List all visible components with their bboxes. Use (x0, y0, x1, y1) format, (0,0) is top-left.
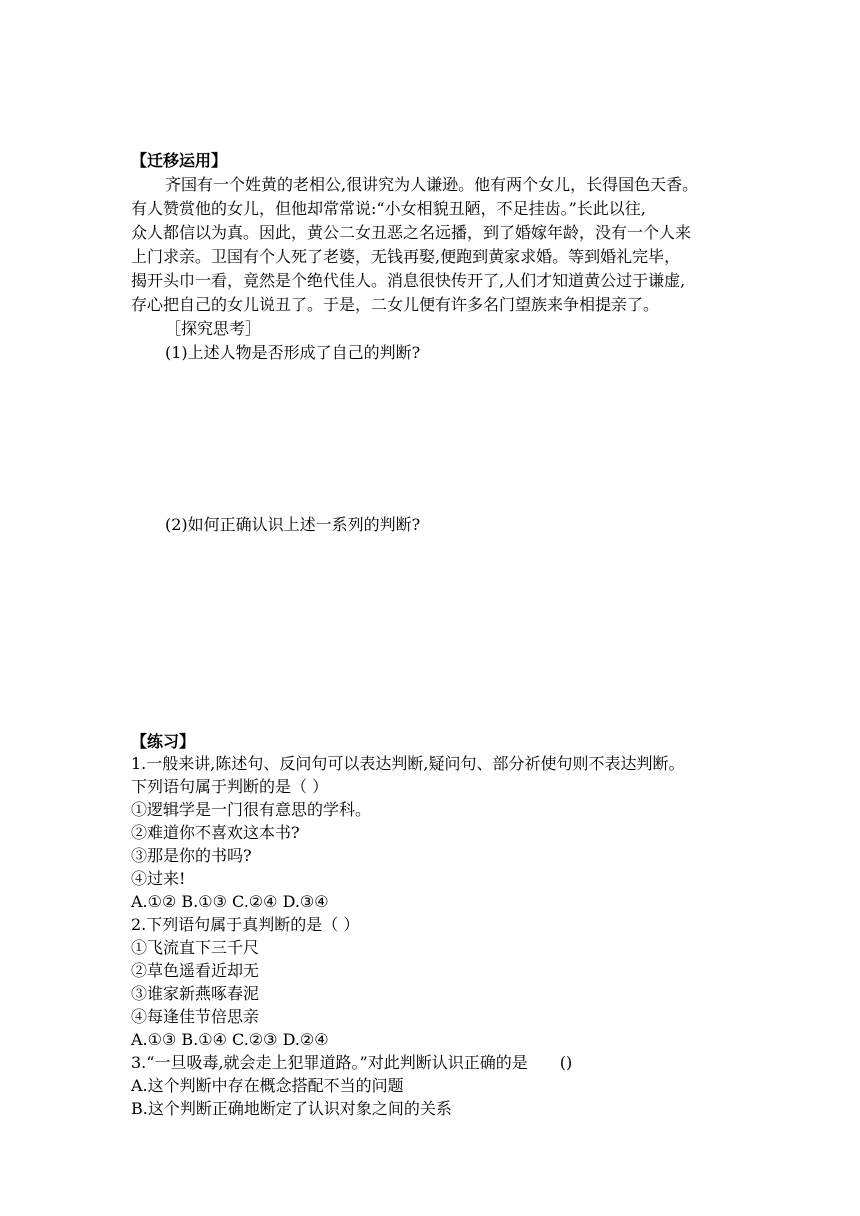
practice-line: ④过来! (131, 869, 186, 888)
practice-line: ①逻辑学是一门很有意思的学科。 (131, 800, 372, 819)
practice-line: A.这个判断中存在概念搭配不当的问题 (131, 1076, 404, 1095)
question-1: (1)上述人物是否形成了自己的判断? (165, 343, 421, 362)
practice-line: 3.“一旦吸毒,就会走上犯罪道路。”对此判断认识正确的是 () (131, 1053, 573, 1072)
practice-line: 1.一般来讲,陈述句、反问句可以表达判断,疑问句、部分祈使句则不表达判断。 (131, 754, 685, 773)
practice-line: A.①② B.①③ C.②④ D.③④ (131, 892, 329, 911)
practice-line: 2.下列语句属于真判断的是（ ） (131, 915, 360, 934)
paragraph-line: 众人都信以为真。因此，黄公二女丑恶之名远播，到了婚嫁年龄，没有一个人来 (131, 223, 692, 242)
paragraph-line: 齐国有一个姓黄的老相公,很讲究为人谦逊。他有两个女儿，长得国色天香。 (165, 175, 699, 194)
paragraph-line: 有人赞赏他的女儿，但他却常常说:“小女相貌丑陋，不足挂齿。”长此以往, (131, 199, 646, 218)
practice-line: ④每逢佳节倍思亲 (131, 1007, 260, 1026)
section-heading-practice: 【练习】 (131, 732, 196, 751)
practice-line: ③谁家新燕啄春泥 (131, 984, 260, 1003)
practice-line: ①飞流直下三千尺 (131, 938, 260, 957)
practice-line: ③那是你的书吗? (131, 846, 252, 865)
think-label: ［探究思考］ (165, 319, 262, 338)
paragraph-line: 揭开头巾一看，竟然是个绝代佳人。消息很快传开了,人们才知道黄公过于谦虚, (131, 271, 686, 290)
practice-line: A.①③ B.①④ C.②③ D.②④ (131, 1030, 329, 1049)
paragraph-line: 存心把自己的女儿说丑了。于是，二女儿便有许多名门望族来争相提亲了。 (131, 295, 660, 314)
paragraph-line: 上门求亲。卫国有个人死了老婆，无钱再娶,便跑到黄家求婚。等到婚礼完毕， (131, 247, 681, 266)
question-2: (2)如何正确认识上述一系列的判断? (165, 515, 421, 534)
practice-line: 下列语句属于判断的是（ ） (131, 777, 329, 796)
practice-line: ②难道你不喜欢这本书? (131, 823, 300, 842)
practice-line: ②草色遥看近却无 (131, 961, 260, 980)
section-heading-transfer: 【迁移运用】 (131, 151, 228, 170)
practice-line: B.这个判断正确地断定了认识对象之间的关系 (131, 1099, 452, 1118)
